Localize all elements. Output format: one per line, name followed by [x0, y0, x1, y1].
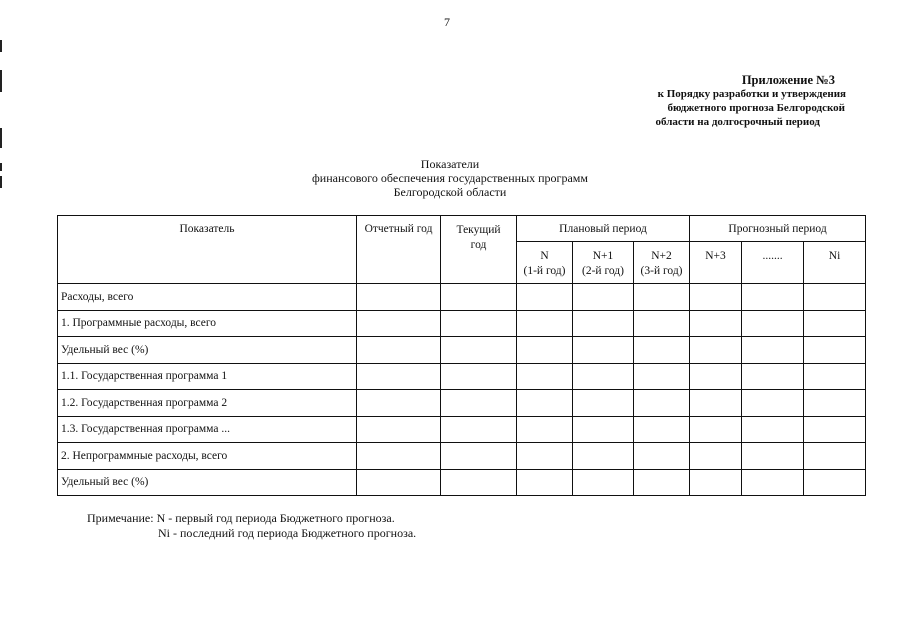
header-plan-year [517, 242, 573, 284]
table-cell [517, 390, 573, 417]
table-cell [690, 469, 742, 496]
table-row [58, 284, 866, 311]
header-report-year: Отчетный год [357, 216, 441, 284]
scan-margin-mark [0, 40, 2, 52]
table-cell [357, 390, 441, 417]
document-title [250, 157, 650, 199]
header-plan-period: Плановый период [517, 216, 690, 242]
row-label: Расходы, всего [58, 284, 357, 311]
scan-margin-mark [0, 70, 2, 92]
table-cell [690, 416, 742, 443]
header-forecast-year: ....... [742, 242, 804, 284]
table-cell [634, 284, 690, 311]
scan-margin-mark [0, 176, 2, 188]
table-cell [742, 363, 804, 390]
table-cell [573, 284, 634, 311]
table-row [58, 310, 866, 337]
table-cell [357, 416, 441, 443]
table-cell [441, 337, 517, 364]
table-cell [441, 390, 517, 417]
table-cell [804, 390, 866, 417]
table-cell [742, 443, 804, 470]
table-cell [634, 469, 690, 496]
table-cell [804, 284, 866, 311]
header-forecast-year: N+3 [690, 242, 742, 284]
appendix-line: области на долгосрочный период [655, 116, 820, 128]
table-cell [517, 363, 573, 390]
title-line: Белгородской области [393, 185, 507, 199]
table-cell [742, 337, 804, 364]
table-cell [573, 363, 634, 390]
table-cell [357, 469, 441, 496]
plan-year-code: N [540, 250, 549, 262]
row-label: 2. Непрограммные расходы, всего [58, 443, 357, 470]
financial-indicators-table [57, 215, 866, 496]
table-cell [441, 416, 517, 443]
plan-year-code: N+2 [651, 250, 672, 262]
table-cell [634, 390, 690, 417]
table-cell [573, 443, 634, 470]
table-cell [517, 337, 573, 364]
table-cell [573, 337, 634, 364]
header-indicator: Показатель [58, 216, 357, 284]
table-row [58, 416, 866, 443]
table-cell [517, 416, 573, 443]
table-cell [517, 284, 573, 311]
row-label: 1.1. Государственная программа 1 [58, 363, 357, 390]
table-cell [634, 337, 690, 364]
table-cell [517, 310, 573, 337]
table-row [58, 363, 866, 390]
table-cell [573, 469, 634, 496]
table-cell [690, 363, 742, 390]
scan-margin-mark [0, 163, 2, 171]
appendix-line: к Порядку разработки и утверждения [657, 88, 846, 100]
table-cell [690, 284, 742, 311]
table-cell [357, 363, 441, 390]
table-cell [804, 363, 866, 390]
scan-margin-mark [0, 128, 2, 148]
table-cell [690, 337, 742, 364]
table-cell [742, 310, 804, 337]
plan-year-desc: (2-й год) [582, 265, 624, 277]
table-cell [690, 390, 742, 417]
appendix-line: бюджетного прогноза Белгородской [667, 102, 845, 114]
page-number: 7 [444, 15, 450, 29]
plan-year-code: N+1 [592, 250, 614, 262]
header-plan-year [573, 242, 634, 284]
table-cell [804, 443, 866, 470]
table-cell [690, 443, 742, 470]
table-row [58, 469, 866, 496]
table-row [58, 337, 866, 364]
row-label: 1.3. Государственная программа ... [58, 416, 357, 443]
table-cell [357, 284, 441, 311]
header-plan-year [634, 242, 690, 284]
table-cell [634, 310, 690, 337]
table-cell [357, 443, 441, 470]
header-current-year: Текущий год [441, 216, 517, 284]
table-cell [573, 390, 634, 417]
table-cell [690, 310, 742, 337]
table-cell [742, 284, 804, 311]
table-cell [517, 469, 573, 496]
table-cell [573, 416, 634, 443]
table-cell [517, 443, 573, 470]
table-notes [87, 511, 416, 541]
table-cell [634, 363, 690, 390]
table-cell [441, 284, 517, 311]
table-cell [804, 469, 866, 496]
row-label: 1. Программные расходы, всего [58, 310, 357, 337]
title-line: Показатели [420, 157, 480, 171]
plan-year-desc: (1-й год) [523, 265, 566, 277]
table-cell [742, 469, 804, 496]
table-cell [804, 416, 866, 443]
table-cell [634, 416, 690, 443]
table-row [58, 443, 866, 470]
table-cell [804, 337, 866, 364]
table-cell [441, 469, 517, 496]
title-line: финансового обеспечения государственных программ [312, 171, 588, 185]
table-cell [357, 337, 441, 364]
table-cell [441, 443, 517, 470]
table-cell [742, 416, 804, 443]
header-forecast-period: Прогнозный период [690, 216, 866, 242]
row-label: Удельный вес (%) [58, 337, 357, 364]
row-label: 1.2. Государственная программа 2 [58, 390, 357, 417]
note-line: Примечание: N - первый год периода Бюджетного прогноза. [87, 511, 395, 525]
table-cell [357, 310, 441, 337]
header-forecast-year: Ni [804, 242, 866, 284]
table-cell [742, 390, 804, 417]
row-label: Удельный вес (%) [58, 469, 357, 496]
table-cell [804, 310, 866, 337]
table-cell [441, 310, 517, 337]
table-cell [634, 443, 690, 470]
table-cell [573, 310, 634, 337]
table-cell [441, 363, 517, 390]
appendix-header [655, 73, 847, 129]
plan-year-desc: (3-й год) [640, 265, 683, 277]
table-row [58, 390, 866, 417]
appendix-title: Приложение №3 [741, 73, 835, 87]
table-header-row [58, 216, 866, 242]
note-line: Ni - последний год периода Бюджетного прогноза. [158, 526, 417, 540]
